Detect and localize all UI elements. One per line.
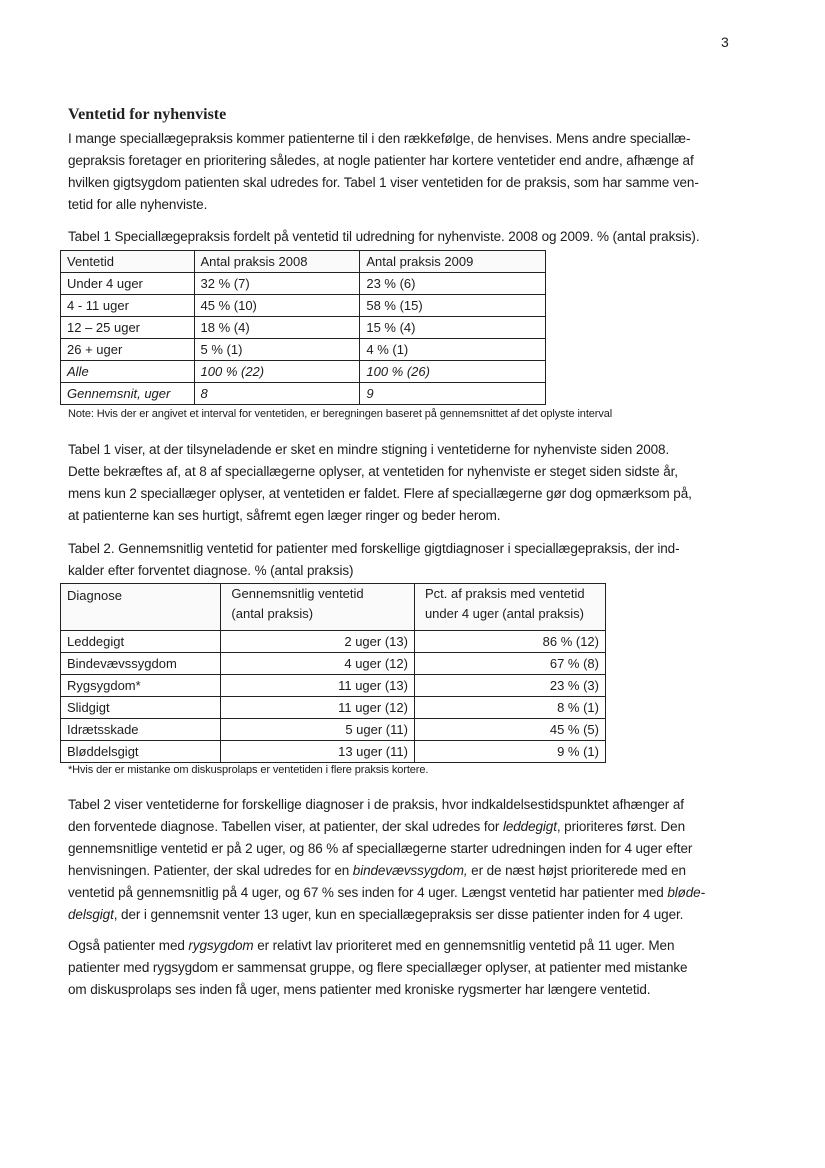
table2-header-line: Diagnose bbox=[67, 588, 122, 603]
table2-cell: 8 % (1) bbox=[414, 697, 605, 719]
table1-cell: 5 % (1) bbox=[194, 339, 360, 361]
table1-header-row bbox=[61, 251, 546, 273]
table2-row bbox=[61, 675, 606, 697]
text-run: henvisningen. Patienter, der skal udredes for en bbox=[68, 863, 353, 878]
table2-cell: 2 uger (13) bbox=[221, 631, 415, 653]
text-run: Også patienter med bbox=[68, 938, 189, 953]
table2-row bbox=[61, 631, 606, 653]
intro-line: I mange speciallægepraksis kommer patienterne til i den rækkefølge, de henvises. Mens andre speciallæ- bbox=[68, 131, 691, 146]
text-run: , der i gennemsnit venter 13 uger, kun en speciallægepraksis ser disse patienter inden for 4 uger. bbox=[113, 907, 684, 922]
text-run: er relativt lav prioriteret med en gennemsnitlig ventetid på 11 uger. Men bbox=[253, 938, 675, 953]
emphasis-rygsygdom: rygsygdom bbox=[188, 938, 254, 953]
table2-caption bbox=[68, 538, 679, 582]
table2-cell: 11 uger (13) bbox=[221, 675, 415, 697]
table1-cell: Under 4 uger bbox=[61, 273, 195, 295]
table1-cell: Gennemsnit, uger bbox=[61, 383, 195, 405]
paragraph-2 bbox=[68, 439, 748, 527]
intro-line: hvilken gigtsygdom patienten skal udredes for. Tabel 1 viser ventetiden for de praksis, som har samme ven- bbox=[68, 175, 699, 190]
table1-header-cell: Antal praksis 2008 bbox=[194, 251, 360, 273]
paragraph-line: Dette bekræftes af, at 8 af speciallægerne oplyser, at ventetiden for nyhenviste er steget siden sidste år, bbox=[68, 464, 678, 479]
table1-row bbox=[61, 273, 546, 295]
paragraph-line: patienter med rygsygdom er sammensat gruppe, og flere speciallæger oplyser, at patienter med mistanke bbox=[68, 960, 688, 975]
text-run: den forventede diagnose. Tabellen viser, at patienter, der skal udredes for bbox=[68, 819, 503, 834]
table1-cell: 18 % (4) bbox=[194, 317, 360, 339]
paragraph-line: Tabel 1 viser, at der tilsyneladende er sket en mindre stigning i ventetiderne for nyhenviste siden 2008. bbox=[68, 442, 670, 457]
table2-cell: 11 uger (12) bbox=[221, 697, 415, 719]
table2-cell: Rygsygdom* bbox=[61, 675, 221, 697]
table2-cell: 5 uger (11) bbox=[221, 719, 415, 741]
table1-row bbox=[61, 317, 546, 339]
emphasis-bloeddelsgigt: bløde- bbox=[667, 885, 705, 900]
section-heading: Ventetid for nyhenviste bbox=[68, 106, 227, 123]
paragraph-line bbox=[68, 935, 748, 957]
paragraph-line bbox=[68, 904, 748, 926]
table1-caption: Tabel 1 Speciallægepraksis fordelt på ventetid til udredning for nyhenviste. 2008 og 2009. % (antal praksis). bbox=[68, 229, 700, 244]
intro-line: gepraksis foretager en prioritering således, at nogle patienter har kortere ventetider end andre, afhænge af bbox=[68, 153, 694, 168]
table2-row bbox=[61, 697, 606, 719]
table2-cell: 13 uger (11) bbox=[221, 741, 415, 763]
table2-header-row bbox=[61, 584, 606, 631]
table1-cell: 32 % (7) bbox=[194, 273, 360, 295]
table1-cell: 100 % (26) bbox=[360, 361, 546, 383]
paragraph-line bbox=[68, 882, 748, 904]
table2-footnote: *Hvis der er mistanke om diskusprolaps er ventetiden i flere praksis kortere. bbox=[68, 764, 429, 776]
table2-caption-line: Tabel 2. Gennemsnitlig ventetid for patienter med forskellige gigtdiagnoser i speciallægepraksis, der ind- bbox=[68, 541, 680, 556]
table2-header-line: (antal praksis) bbox=[231, 606, 314, 621]
table1-cell: 9 bbox=[360, 383, 546, 405]
table2-cell: Slidgigt bbox=[61, 697, 221, 719]
page-number: 3 bbox=[721, 34, 729, 50]
intro-line: tetid for alle nyhenviste. bbox=[68, 197, 208, 212]
paragraph-line: gennemsnitlige ventetid er på 2 uger, og 86 % af speciallægerne starter udredningen inden for 4 uger efter bbox=[68, 841, 693, 856]
table2-cell: Bløddelsgigt bbox=[61, 741, 221, 763]
paragraph-4 bbox=[68, 935, 748, 1001]
table2-header-cell bbox=[414, 584, 605, 631]
table2-header-cell bbox=[221, 584, 415, 631]
table1-cell: 12 – 25 uger bbox=[61, 317, 195, 339]
table2-row bbox=[61, 741, 606, 763]
table2-row bbox=[61, 719, 606, 741]
table1-cell: 4 % (1) bbox=[360, 339, 546, 361]
table1-cell: 23 % (6) bbox=[360, 273, 546, 295]
table1-cell: 4 - 11 uger bbox=[61, 295, 195, 317]
table1-total-row bbox=[61, 361, 546, 383]
table1-cell: 8 bbox=[194, 383, 360, 405]
table1-cell: 26 + uger bbox=[61, 339, 195, 361]
paragraph-line bbox=[68, 816, 748, 838]
table1-note: Note: Hvis der er angivet et interval for ventetiden, er beregningen baseret på gennemsnittet af det oplyste interval bbox=[68, 408, 613, 420]
emphasis-bindevaevssygdom: bindevævssygdom, bbox=[352, 863, 468, 878]
table2-header-line: Gennemsnitlig ventetid bbox=[231, 586, 364, 601]
paragraph-line: om diskusprolaps ses inden få uger, mens patienter med kroniske rygsmerter har længere ventetid. bbox=[68, 982, 651, 997]
table1-cell: 58 % (15) bbox=[360, 295, 546, 317]
intro-paragraph bbox=[68, 128, 748, 216]
paragraph-line: at patienterne kan ses hurtigt, såfremt egen læger ringer og beder herom. bbox=[68, 508, 501, 523]
text-run: , prioriteres først. Den bbox=[556, 819, 685, 834]
paragraph-line: mens kun 2 speciallæger oplyser, at ventetiden er faldet. Flere af speciallægerne gør dog opmærksom på, bbox=[68, 486, 692, 501]
paragraph-line bbox=[68, 860, 748, 882]
text-run: ventetid på gennemsnitlig på 4 uger, og 67 % ses inden for 4 uger. Længst ventetid har patienter med bbox=[68, 885, 668, 900]
table2-cell: Bindevævssygdom bbox=[61, 653, 221, 675]
table2-cell: 67 % (8) bbox=[414, 653, 605, 675]
emphasis-bloeddelsgigt: delsgigt bbox=[68, 907, 114, 922]
table1-cell: 100 % (22) bbox=[194, 361, 360, 383]
table1 bbox=[60, 250, 546, 405]
table2-cell: 45 % (5) bbox=[414, 719, 605, 741]
table1-cell: 15 % (4) bbox=[360, 317, 546, 339]
table2-row bbox=[61, 653, 606, 675]
table2-caption-line: kalder efter forventet diagnose. % (antal praksis) bbox=[68, 563, 354, 578]
table2-cell: 9 % (1) bbox=[414, 741, 605, 763]
table2-cell: 4 uger (12) bbox=[221, 653, 415, 675]
table2-cell: Leddegigt bbox=[61, 631, 221, 653]
table1-row bbox=[61, 339, 546, 361]
table2-header-cell bbox=[61, 584, 221, 631]
emphasis-leddegigt: leddegigt bbox=[502, 819, 557, 834]
table1-row bbox=[61, 295, 546, 317]
table2-cell: 23 % (3) bbox=[414, 675, 605, 697]
text-run: er de næst højst prioriterede med en bbox=[467, 863, 686, 878]
paragraph-3 bbox=[68, 794, 748, 926]
table2-cell: Idrætsskade bbox=[61, 719, 221, 741]
table2 bbox=[60, 583, 606, 763]
table2-header-line: Pct. af praksis med ventetid bbox=[424, 586, 585, 601]
table1-header-cell: Antal praksis 2009 bbox=[360, 251, 546, 273]
table2-header-line: under 4 uger (antal praksis) bbox=[424, 606, 584, 621]
table1-cell: 45 % (10) bbox=[194, 295, 360, 317]
table2-cell: 86 % (12) bbox=[414, 631, 605, 653]
table1-average-row bbox=[61, 383, 546, 405]
paragraph-line: Tabel 2 viser ventetiderne for forskellige diagnoser i de praksis, hvor indkaldelsestidspunktet afhænger af bbox=[68, 797, 684, 812]
table1-cell: Alle bbox=[61, 361, 195, 383]
table1-header-cell: Ventetid bbox=[61, 251, 195, 273]
